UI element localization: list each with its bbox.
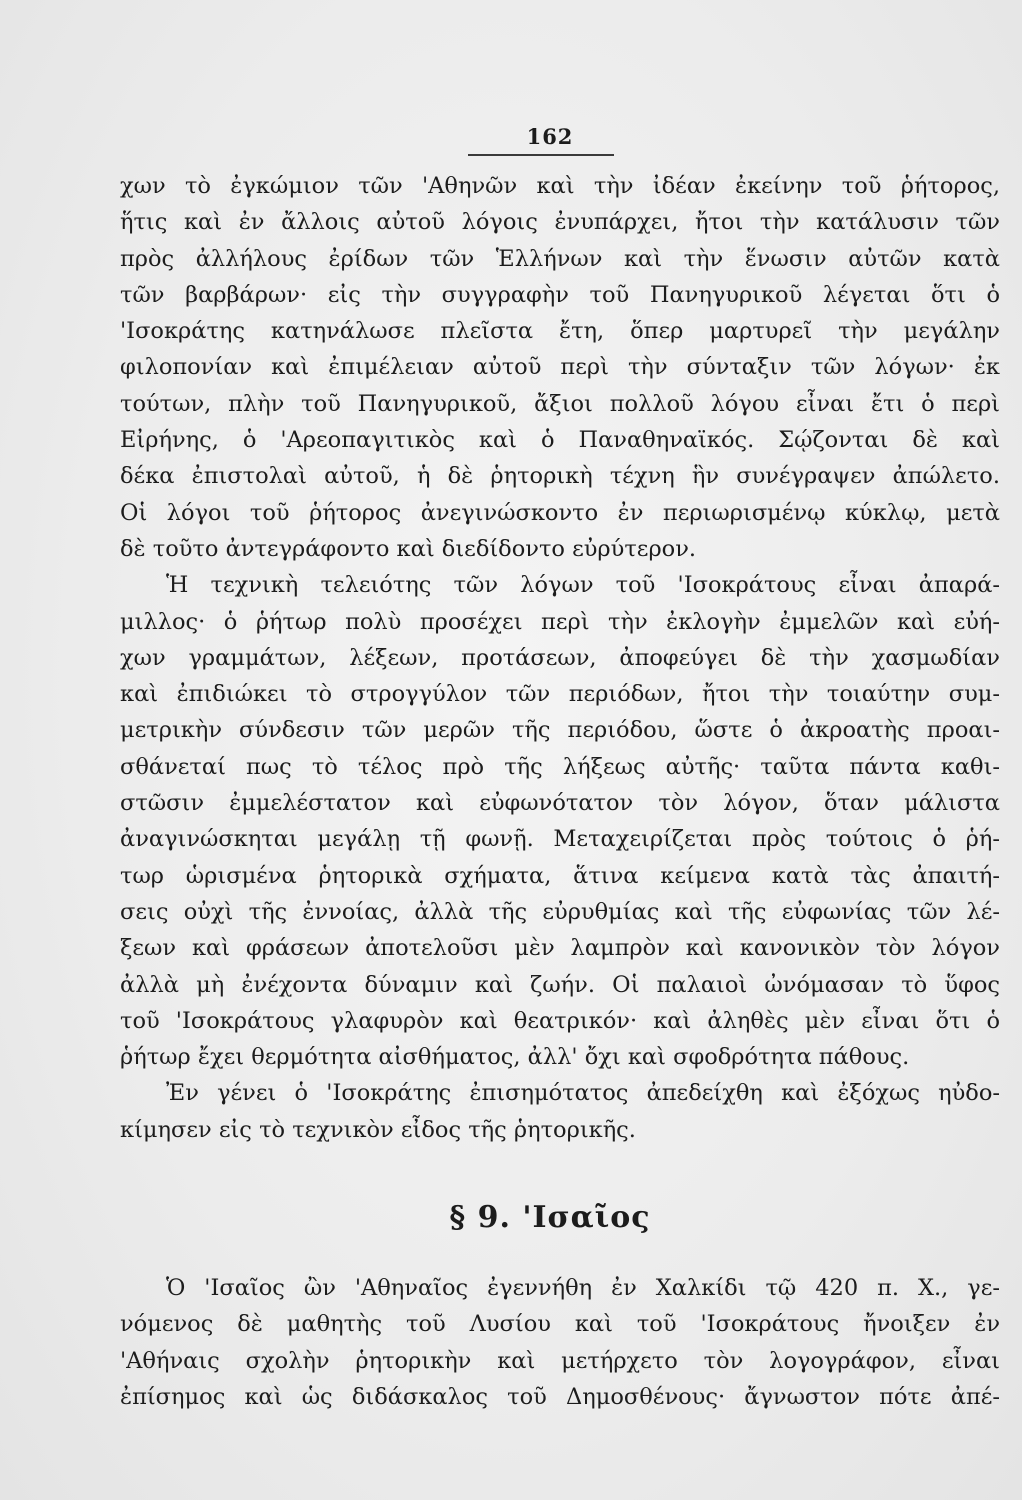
text-line: σθάνεταί πως τὸ τέλος πρὸ τῆς λήξεως αὐτῆς· ταῦτα πάντα καθι- (120, 753, 1000, 780)
text-line: χων τὸ ἐγκώμιον τῶν 'Αθηνῶν καὶ τὴν ἰδέαν ἐκείνην τοῦ ῥήτορος, (120, 173, 1000, 199)
page-number: 162 (526, 124, 574, 149)
text-line: Εἰρήνης, ὁ 'Αρεοπαγιτικὸς καὶ ὁ Παναθηναϊκός. Σῴζονται δὲ καὶ (120, 427, 1000, 454)
text-line: νόμενος δὲ μαθητὴς τοῦ Λυσίου καὶ τοῦ 'Ισοκράτους ἤνοιξεν ἐν (120, 1311, 1000, 1338)
text-line: Ὁ 'Ισαῖος ὢν 'Αθηναῖος ἐγεννήθη ἐν Χαλκίδι τῷ 420 π. Χ., γε- (166, 1275, 1000, 1301)
text-line: δέκα ἐπιστολαὶ αὐτοῦ, ἡ δὲ ῥητορικὴ τέχνη ἣν συνέγραψεν ἀπώλετο. (120, 463, 1000, 490)
header-rule (468, 154, 614, 156)
text-line: κίμησεν εἰς τὸ τεχνικὸν εἶδος τῆς ῥητορικῆς. (120, 1116, 636, 1143)
text-line: μετρικὴν σύνδεσιν τῶν μερῶν τῆς περιόδου, ὥστε ὁ ἀκροατὴς προαι- (120, 717, 1000, 744)
lower-text-block (120, 1270, 1000, 1415)
text-line: 'Αθήναις σχολὴν ῥητορικὴν καὶ μετήρχετο τὸν λογογράφον, εἶναι (120, 1347, 1000, 1374)
upper-text-block (120, 168, 1000, 1148)
text-line: Οἱ λόγοι τοῦ ῥήτορος ἀνεγινώσκοντο ἐν περιωρισμένῳ κύκλῳ, μετὰ (120, 499, 1000, 526)
text-line: ἀναγινώσκηται μεγάλῃ τῇ φωνῇ. Μεταχειρίζεται πρὸς τούτοις ὁ ῥή- (120, 826, 1000, 853)
text-line: τοῦ 'Ισοκράτους γλαφυρὸν καὶ θεατρικόν· καὶ ἀληθὲς μὲν εἶναι ὅτι ὁ (120, 1007, 1000, 1034)
text-line: τωρ ὡρισμένα ῥητορικὰ σχήματα, ἅτινα κείμενα κατὰ τὰς ἀπαιτή- (120, 862, 1000, 889)
text-line: 'Ισοκράτης κατηνάλωσε πλεῖστα ἔτη, ὅπερ μαρτυρεῖ τὴν μεγάλην (120, 318, 1000, 345)
text-line: μιλλος· ὁ ῥήτωρ πολὺ προσέχει περὶ τὴν ἐκλογὴν ἐμμελῶν καὶ εὐή- (120, 608, 1000, 635)
text-line: τούτων, πλὴν τοῦ Πανηγυρικοῦ, ἄξιοι πολλοῦ λόγου εἶναι ἔτι ὁ περὶ (120, 390, 1000, 417)
text-line: τῶν βαρβάρων· εἰς τὴν συγγραφὴν τοῦ Πανηγυρικοῦ λέγεται ὅτι ὁ (120, 281, 1000, 308)
text-line: ἀλλὰ μὴ ἐνέχοντα δύναμιν καὶ ζωήν. Οἱ παλαιοὶ ὠνόμασαν τὸ ὕφος (120, 971, 1000, 998)
text-line: φιλοπονίαν καὶ ἐπιμέλειαν αὐτοῦ περὶ τὴν σύνταξιν τῶν λόγων· ἐκ (120, 354, 1000, 381)
text-line: ἐπίσημος καὶ ὡς διδάσκαλος τοῦ Δημοσθένους· ἄγνωστον πότε ἀπέ- (120, 1383, 1000, 1410)
text-line: ἥτις καὶ ἐν ἄλλοις αὐτοῦ λόγοις ἐνυπάρχει, ἤτοι τὴν κατάλυσιν τῶν (120, 209, 1000, 236)
text-line: σεις οὐχὶ τῆς ἐννοίας, ἀλλὰ τῆς εὐρυθμίας καὶ τῆς εὐφωνίας τῶν λέ- (120, 898, 1000, 925)
text-line: ξεων καὶ φράσεων ἀποτελοῦσι μὲν λαμπρὸν καὶ κανονικὸν τὸν λόγον (120, 935, 1000, 962)
text-line: Ἡ τεχνικὴ τελειότης τῶν λόγων τοῦ 'Ισοκράτους εἶναι ἀπαρά- (166, 572, 1000, 599)
text-line: πρὸς ἀλλήλους ἐρίδων τῶν Ἑλλήνων καὶ τὴν ἕνωσιν αὐτῶν κατὰ (120, 245, 1000, 272)
section-heading: § 9. 'Ισαῖος (449, 1200, 651, 1235)
text-line: στῶσιν ἐμμελέστατον καὶ εὐφωνότατον τὸν λόγον, ὅταν μάλιστα (120, 790, 1000, 817)
text-line: Ἐν γένει ὁ 'Ισοκράτης ἐπισημότατος ἀπεδείχθη καὶ ἐξόχως ηὐδο- (166, 1080, 1000, 1107)
text-line: χων γραμμάτων, λέξεων, προτάσεων, ἀποφεύγει δὲ τὴν χασμωδίαν (120, 644, 1000, 671)
text-line: δὲ τοῦτο ἀντεγράφοντο καὶ διεδίδοντο εὐρύτερον. (120, 535, 697, 562)
text-line: καὶ ἐπιδιώκει τὸ στρογγύλον τῶν περιόδων, ἤτοι τὴν τοιαύτην συμ- (120, 681, 1000, 708)
text-line: ῥήτωρ ἔχει θερμότητα αἰσθήματος, ἀλλ' ὄχι καὶ σφοδρότητα πάθους. (120, 1044, 910, 1071)
